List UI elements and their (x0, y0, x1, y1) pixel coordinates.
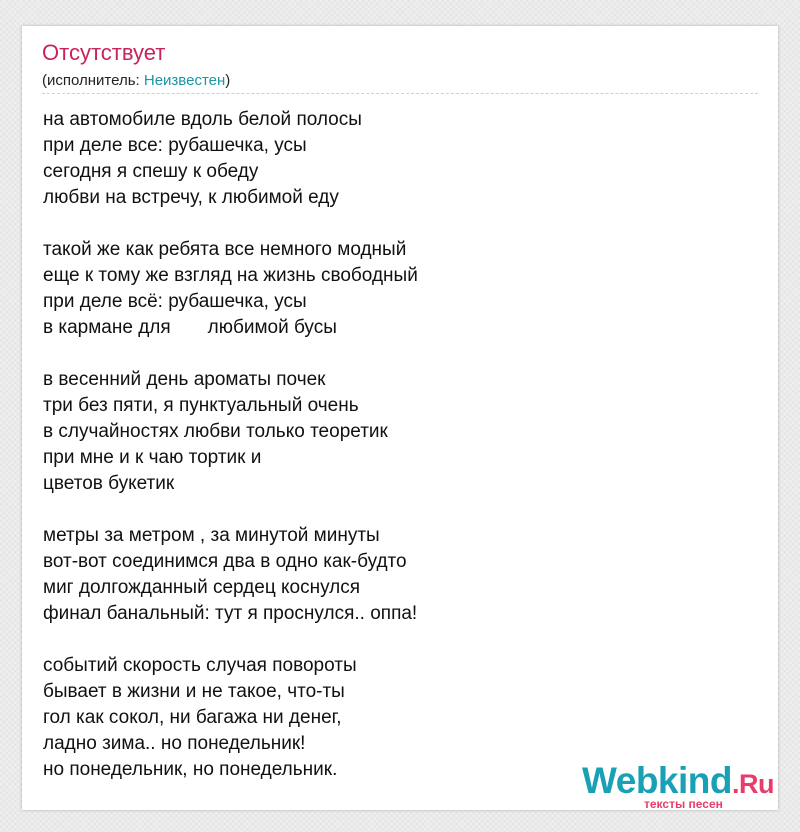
lyrics-text (43, 107, 743, 783)
artist-link[interactable]: Неизвестен (143, 72, 226, 89)
lyric-line: при деле все: рубашечка, усы (43, 135, 307, 156)
artist-line (42, 73, 230, 88)
lyric-line: вот-вот соединимся два в одно как-будто (43, 551, 407, 572)
lyric-line: в случайностях любви только теоретик (43, 421, 388, 442)
lyric-line: три без пяти, я пунктуальный очень (43, 395, 359, 416)
lyric-line: ладно зима.. но понедельник! (43, 733, 306, 754)
lyric-line: в кармане для любимой бусы (43, 317, 337, 338)
logo-tagline: тексты песен (644, 797, 723, 811)
logo-name: Webkind (582, 760, 732, 801)
webkind-logo[interactable] (582, 762, 774, 810)
lyric-line: еще к тому же взгляд на жизнь свободный (43, 265, 418, 286)
lyrics-card (22, 26, 778, 810)
divider (42, 93, 758, 94)
lyric-line: финал банальный: тут я проснулся.. оппа! (43, 603, 418, 624)
lyric-line: бывает в жизни и не такое, что-ты (43, 681, 345, 702)
logo-wordmark (582, 762, 774, 799)
artist-prefix: (исполнитель: (42, 72, 144, 89)
lyric-line: миг долгожданный сердец коснулся (43, 577, 361, 598)
lyric-blank-line (43, 497, 743, 523)
lyric-line: но понедельник, но понедельник. (43, 759, 338, 780)
artist-suffix: ) (225, 72, 231, 89)
logo-tld: .Ru (732, 769, 774, 799)
lyric-blank-line (43, 341, 743, 367)
lyric-blank-line (43, 627, 743, 653)
lyric-line: любви на встречу, к любимой еду (43, 187, 339, 208)
lyric-blank-line (43, 211, 743, 237)
lyric-line: метры за метром , за минутой минуты (43, 525, 380, 546)
lyric-line: цветов букетик (43, 473, 175, 494)
lyric-line: гол как сокол, ни багажа ни денег, (43, 707, 342, 728)
lyric-line: при мне и к чаю тортик и (43, 447, 262, 468)
lyric-line: такой же как ребята все немного модный (43, 239, 407, 260)
lyric-line: событий скорость случая повороты (43, 655, 357, 676)
lyric-line: на автомобиле вдоль белой полосы (43, 109, 362, 130)
song-title: Отсутствует (42, 40, 166, 65)
lyric-line: при деле всё: рубашечка, усы (43, 291, 307, 312)
lyric-line: в весенний день ароматы почек (43, 369, 326, 390)
lyric-line: сегодня я спешу к обеду (43, 161, 259, 182)
